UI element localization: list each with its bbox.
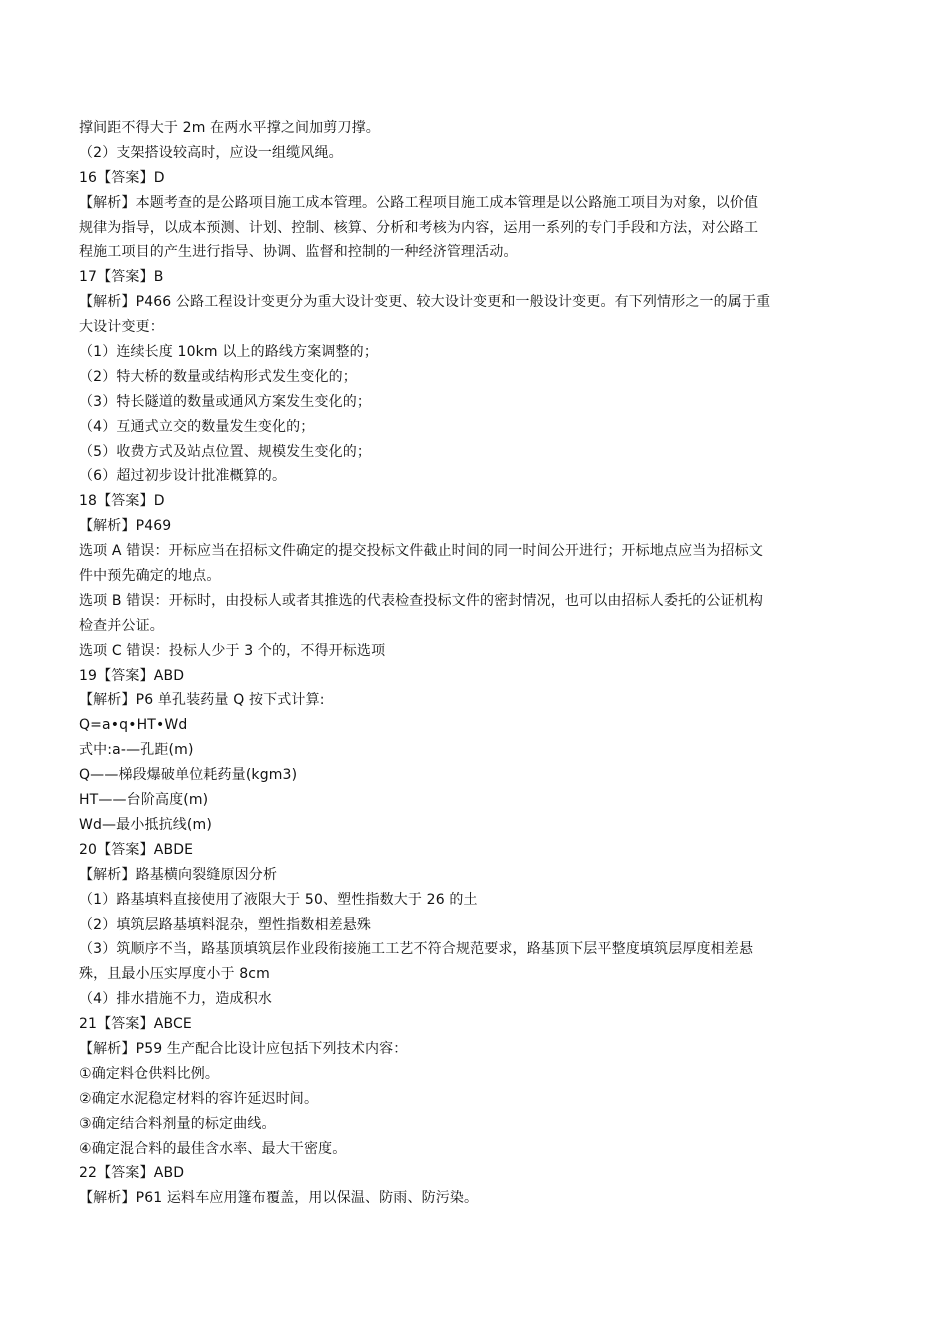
list-item: （6）超过初步设计批准概算的。 <box>79 468 287 485</box>
answer-heading: 20【答案】ABDE <box>79 841 194 858</box>
text-line: 规律为指导，以成本预测、计划、控制、核算、分析和考核为内容，运用一系列的专门手段和方法，对公路工 <box>79 219 759 236</box>
text-line: 选项 B 错误：开标时，由投标人或者其推选的代表检查投标文件的密封情况，也可以由招标人委托的公证机构 <box>79 592 764 609</box>
list-item: （2）填筑层路基填料混杂，塑性指数相差悬殊 <box>79 916 372 933</box>
formula-line: 式中:a-—孔距(m) <box>79 742 194 759</box>
list-item: ④确定混合料的最佳含水率、最大干密度。 <box>79 1140 347 1157</box>
text-line: （2）支架搭设较高时，应设一组缆风绳。 <box>79 144 343 161</box>
answer-heading: 21【答案】ABCE <box>79 1016 192 1033</box>
list-item: ②确定水泥稳定材料的容许延迟时间。 <box>79 1090 319 1107</box>
answer-heading: 22【答案】ABD <box>79 1165 185 1182</box>
list-item: （4）排水措施不力，造成积水 <box>79 991 273 1008</box>
text-line: 【解析】P469 <box>79 518 172 535</box>
list-item: （1）路基填料直接使用了液限大于 50、塑性指数大于 26 的土 <box>79 891 478 908</box>
text-line: 【解析】本题考查的是公路项目施工成本管理。公路工程项目施工成本管理是以公路施工项目为对象，以价值 <box>79 194 759 211</box>
answer-heading: 17【答案】B <box>79 269 164 286</box>
text-line: 件中预先确定的地点。 <box>79 568 221 585</box>
list-item: （3）特长隧道的数量或通风方案发生变化的； <box>79 393 372 410</box>
list-item: （5）收费方式及站点位置、规模发生变化的； <box>79 443 372 460</box>
formula-line: HT——台阶高度(m) <box>79 792 209 809</box>
list-item: （2）特大桥的数量或结构形式发生变化的； <box>79 368 357 385</box>
text-line: 【解析】P466 公路工程设计变更分为重大设计变更、较大设计变更和一般设计变更。有下列情形之一的属于重 <box>79 294 771 311</box>
answer-heading: 16【答案】D <box>79 169 165 186</box>
text-line: 检查并公证。 <box>79 617 164 634</box>
text-line: 选项 C 错误：投标人少于 3 个的，不得开标选项 <box>79 642 386 659</box>
list-item: （3）筑顺序不当，路基顶填筑层作业段衔接施工工艺不符合规范要求，路基顶下层平整度填筑层厚度相差悬 <box>79 941 754 958</box>
formula-line: Q=a•q•HT•Wd <box>79 717 188 734</box>
text-line: 程施工项目的产生进行指导、协调、监督和控制的一种经济管理活动。 <box>79 244 518 261</box>
text-line: 选项 A 错误：开标应当在招标文件确定的提交投标文件截止时间的同一时间公开进行；开标地点应当为招标文 <box>79 543 763 560</box>
answer-heading: 18【答案】D <box>79 493 165 510</box>
text-line: 撑间距不得大于 2m 在两水平撑之间加剪刀撑。 <box>79 120 380 136</box>
formula-line: Q——梯段爆破单位耗药量(kgm3) <box>79 767 298 784</box>
formula-line: Wd—最小抵抗线(m) <box>79 816 212 833</box>
list-item: ①确定料仓供料比例。 <box>79 1065 220 1082</box>
list-item: （1）连续长度 10km 以上的路线方案调整的； <box>79 344 378 361</box>
text-line: 【解析】P61 运料车应用篷布覆盖，用以保温、防雨、防污染。 <box>79 1190 479 1207</box>
text-line: 大设计变更： <box>79 319 164 336</box>
text-line: 【解析】P6 单孔装药量 Q 按下式计算: <box>79 692 325 709</box>
list-item: （4）互通式立交的数量发生变化的； <box>79 418 315 435</box>
text-line: 【解析】P59 生产配合比设计应包括下列技术内容： <box>79 1040 408 1057</box>
answer-heading: 19【答案】ABD <box>79 667 185 684</box>
list-item: ③确定结合料剂量的标定曲线。 <box>79 1115 276 1132</box>
text-line: 殊，且最小压实厚度小于 8cm <box>79 966 270 983</box>
text-line: 【解析】路基横向裂缝原因分析 <box>79 866 278 883</box>
